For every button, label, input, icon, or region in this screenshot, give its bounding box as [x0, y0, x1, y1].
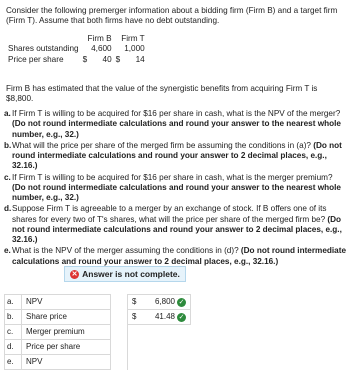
question-text: If Firm T is willing to be acquired for $16 per share in cash, what is the merger premium? — [12, 172, 333, 182]
question-body — [12, 246, 346, 267]
answer-gap — [111, 325, 128, 340]
answer-status-banner — [64, 266, 186, 282]
question-b — [4, 141, 346, 172]
question-label: c. — [4, 172, 11, 182]
question-text: If Firm T is willing to be acquired for $16 per share in cash, what is the NPV of the merger? — [12, 109, 341, 118]
currency-t — [114, 44, 123, 54]
answer-letter: a. — [5, 295, 22, 310]
question-label: e. — [4, 246, 11, 256]
answer-currency — [128, 340, 145, 355]
answer-row-d — [5, 340, 191, 355]
premerger-row — [6, 44, 147, 54]
question-label: a. — [4, 109, 11, 118]
answer-currency — [128, 355, 145, 370]
answer-letter: d. — [5, 340, 22, 355]
answer-row-e — [5, 355, 191, 370]
question-text: Suppose Firm T is agreeable to a merger by an exchange of stock. If B offers one of its shares for every two of T's shares, what will the price per share of the merged firm be? — [12, 204, 327, 224]
question-list — [4, 109, 346, 268]
answer-item: Price per share — [22, 340, 111, 355]
header-blank — [6, 34, 81, 44]
currency-b — [81, 44, 90, 54]
synergy-benefits-text: Firm B has estimated that the value of the synergistic benefits from acquiring Firm T is $8,800. — [6, 84, 318, 104]
premerger-header-row — [6, 34, 147, 44]
answer-currency: $ — [128, 295, 145, 310]
answer-value[interactable]: 41.48 — [154, 312, 175, 321]
question-text: What is the NPV of the merger assuming the conditions in (d)? — [12, 246, 239, 256]
answer-table — [4, 294, 191, 370]
question-instruction: (Do not round intermediate calculations and round your answer to 2 decimal places, e.g., 32.16.) — [12, 140, 342, 171]
question-body — [12, 173, 346, 204]
answer-row-a — [5, 295, 191, 310]
firm-t-value: 14 — [135, 54, 145, 64]
problem-intro: Consider the following premerger information about a bidding firm (Firm B) and a target firm (Firm T). Assume that both firms have no debt outstanding. — [6, 6, 338, 26]
answer-letter: e. — [5, 355, 22, 370]
answer-letter: b. — [5, 310, 22, 325]
question-body — [12, 204, 346, 245]
answer-row-c — [5, 325, 191, 340]
question-instruction: (Do not round intermediate calculations and round your answer to 2 decimal places, e.g., 32.16.) — [12, 246, 346, 266]
question-label: d. — [4, 204, 12, 214]
currency-t: $ — [115, 54, 121, 64]
currency-b: $ — [82, 54, 88, 64]
answer-input-cell[interactable] — [144, 355, 191, 370]
answer-gap — [111, 310, 128, 325]
firm-t-value: 1,000 — [124, 44, 145, 54]
header-firm-t: Firm T — [121, 34, 145, 43]
question-body — [12, 109, 346, 140]
firm-b-value: 4,600 — [91, 44, 112, 54]
question-a — [4, 109, 346, 140]
answer-gap — [111, 295, 128, 310]
question-instruction: (Do not round intermediate calculations and round your answer to the nearest whole number, e.g., 32.) — [12, 182, 341, 202]
check-icon: ✓ — [178, 313, 185, 321]
answer-item: NPV — [22, 355, 111, 370]
firm-b-value: 40 — [102, 54, 112, 64]
answer-input-cell[interactable] — [144, 310, 191, 325]
question-text: What will the price per share of the merged firm be assuming the conditions in (a)? — [12, 140, 311, 150]
answer-input-cell[interactable] — [144, 325, 191, 340]
question-body — [12, 141, 346, 172]
question-instruction: (Do not round intermediate calculations and round your answer to 2 decimal places, e.g., 32.16.) — [12, 214, 342, 244]
answer-value[interactable]: 6,800 — [154, 297, 175, 306]
answer-item: Share price — [22, 310, 111, 325]
row-label: Shares outstanding — [8, 44, 79, 54]
question-instruction: (Do not round intermediate calculations and round your answer to the nearest whole number, e.g., 32.) — [12, 119, 341, 139]
answer-currency — [128, 325, 145, 340]
question-c — [4, 173, 346, 204]
answer-letter: c. — [5, 325, 22, 340]
answer-currency: $ — [128, 310, 145, 325]
premerger-row — [6, 55, 147, 65]
question-label: b. — [4, 140, 12, 150]
answer-input-cell[interactable] — [144, 295, 191, 310]
question-d — [4, 204, 346, 245]
check-icon: ✓ — [178, 298, 185, 306]
answer-item: Merger premium — [22, 325, 111, 340]
answer-gap — [111, 355, 128, 370]
answer-input-cell[interactable] — [144, 340, 191, 355]
x-icon: ✕ — [71, 270, 78, 278]
answer-status-text: Answer is not complete. — [82, 268, 180, 279]
premerger-table — [6, 34, 147, 65]
row-label: Price per share — [8, 54, 64, 64]
answer-row-b — [5, 310, 191, 325]
answer-item: NPV — [22, 295, 111, 310]
header-firm-b: Firm B — [87, 34, 112, 43]
question-e — [4, 246, 346, 267]
answer-gap — [111, 340, 128, 355]
